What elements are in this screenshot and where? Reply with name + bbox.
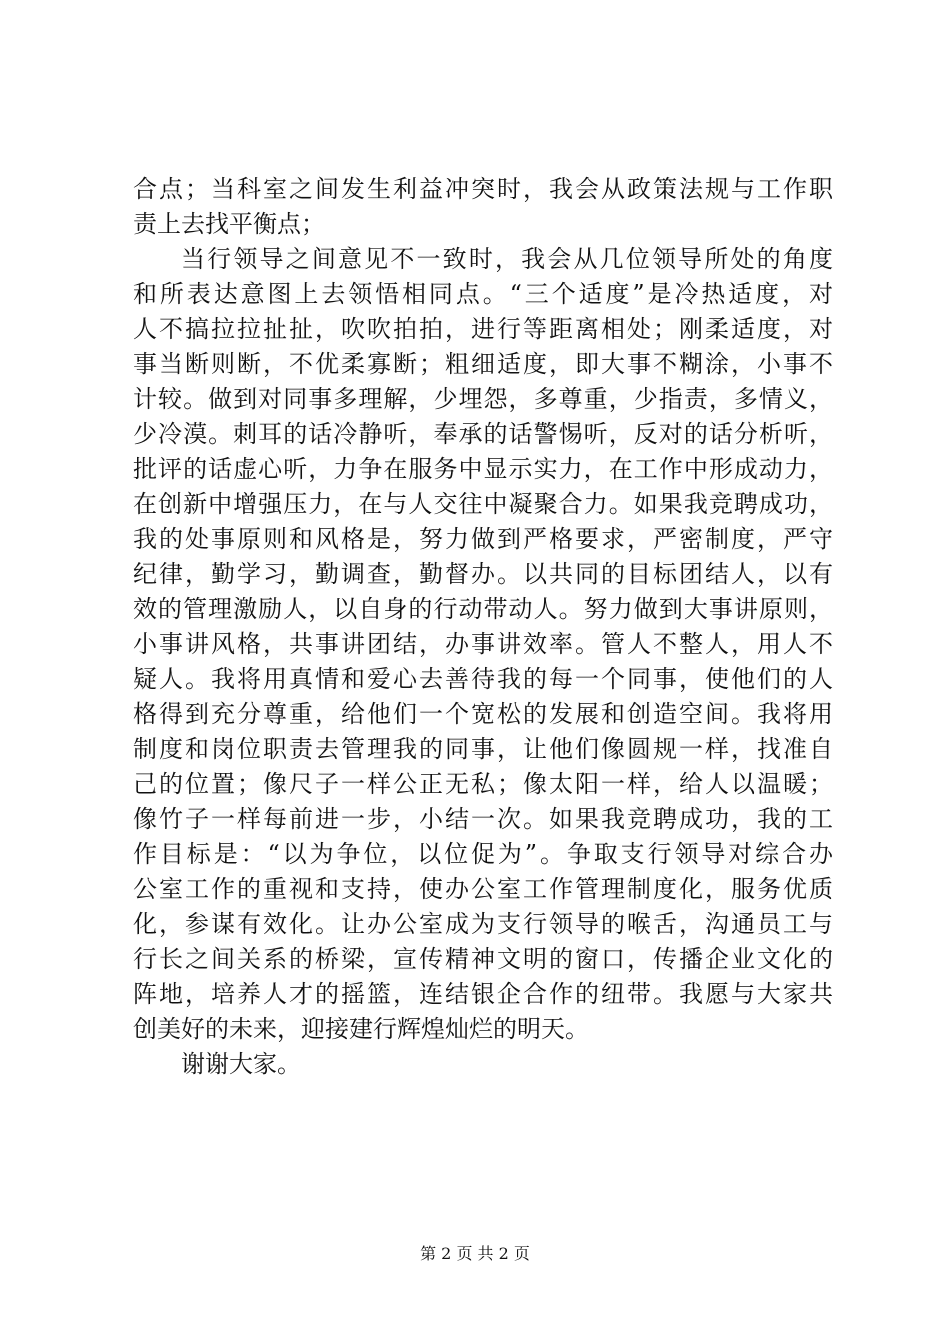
text-line: 阵地，培养人才的摇篮，连结银企合作的纽带。我愿与大家共 (133, 980, 833, 1008)
text-line: 计较。做到对同事多理解，少埋怨，多尊重，少指责，多情义， (133, 385, 833, 413)
text-line: 公室工作的重视和支持，使办公室工作管理制度化，服务优质 (133, 875, 833, 903)
text-line: 创美好的未来，迎接建行辉煌灿烂的明天。 (133, 1015, 589, 1043)
text-line: 像竹子一样每前进一步，小结一次。如果我竞聘成功，我的工 (133, 805, 833, 833)
text-line: 和所表达意图上去领悟相同点。“三个适度”是冷热适度，对 (133, 280, 833, 308)
text-line: 效的管理激励人，以自身的行动带动人。努力做到大事讲原则， (133, 595, 833, 623)
text-line: 合点；当科室之间发生利益冲突时，我会从政策法规与工作职 (133, 175, 833, 203)
paragraph-start-line: 当行领导之间意见不一致时，我会从几位领导所处的角度 (181, 245, 833, 273)
text-line: 疑人。我将用真情和爱心去善待我的每一个同事，使他们的人 (133, 665, 833, 693)
document-body (133, 172, 833, 1082)
page-number-footer: 第 2 页 共 2 页 (420, 1244, 530, 1263)
text-line: 行长之间关系的桥梁，宣传精神文明的窗口，传播企业文化的 (133, 945, 833, 973)
text-line: 小事讲风格，共事讲团结，办事讲效率。管人不整人，用人不 (133, 630, 833, 658)
text-line: 纪律，勤学习，勤调查，勤督办。以共同的目标团结人，以有 (133, 560, 833, 588)
text-line: 事当断则断，不优柔寡断；粗细适度，即大事不糊涂，小事不 (133, 350, 833, 378)
text-line: 批评的话虚心听，力争在服务中显示实力，在工作中形成动力， (133, 455, 833, 483)
text-line: 少冷漠。刺耳的话冷静听，奉承的话警惕听，反对的话分析听， (133, 420, 833, 448)
text-line: 作目标是：“以为争位，以位促为”。争取支行领导对综合办 (133, 840, 833, 868)
text-line: 在创新中增强压力，在与人交往中凝聚合力。如果我竞聘成功， (133, 490, 833, 518)
closing-line: 谢谢大家。 (181, 1050, 301, 1078)
text-line: 责上去找平衡点； (133, 210, 325, 238)
text-line: 化，参谋有效化。让办公室成为支行领导的喉舌，沟通员工与 (133, 910, 833, 938)
text-line: 己的位置；像尺子一样公正无私；像太阳一样，给人以温暖； (133, 770, 833, 798)
text-line: 制度和岗位职责去管理我的同事，让他们像圆规一样，找准自 (133, 735, 833, 763)
text-line: 我的处事原则和风格是，努力做到严格要求，严密制度，严守 (133, 525, 833, 553)
text-line: 格得到充分尊重，给他们一个宽松的发展和创造空间。我将用 (133, 700, 833, 728)
text-line: 人不搞拉拉扯扯，吹吹拍拍，进行等距离相处；刚柔适度，对 (133, 315, 833, 343)
